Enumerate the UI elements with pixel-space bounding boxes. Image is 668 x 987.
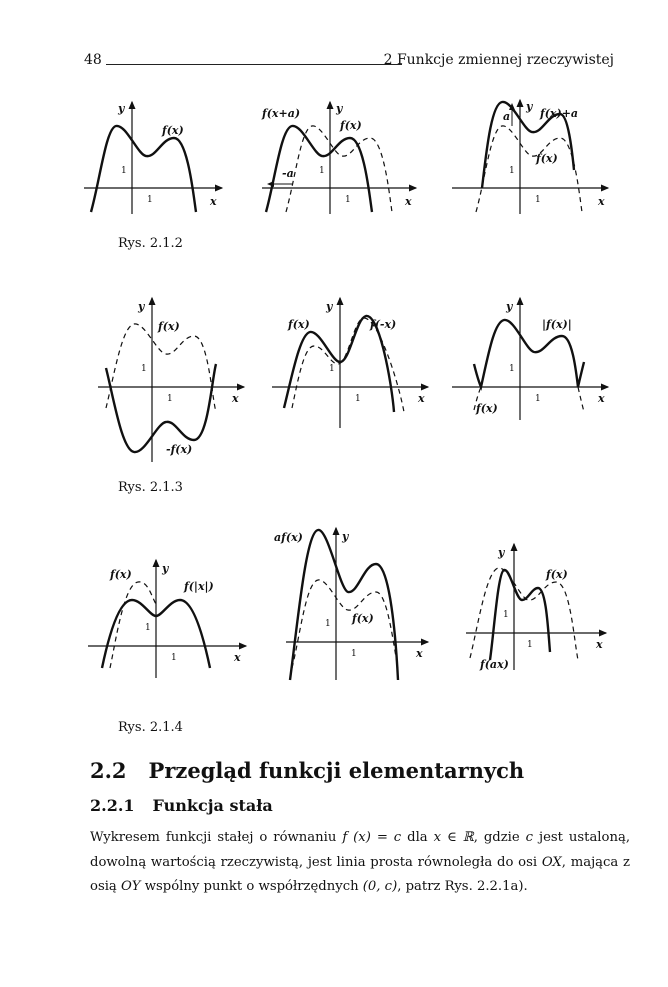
curve-label-scaled: af(x) <box>274 531 303 544</box>
figure-row-2-1-4 <box>0 520 668 700</box>
y-axis-label: y <box>336 102 343 115</box>
math-expression: c <box>525 830 534 845</box>
raise-label: a <box>503 110 511 123</box>
plot-horizontal-scale <box>466 544 606 671</box>
paragraph-text: wspólny punkt o współrzędnych <box>140 879 363 894</box>
x-tick-1: 1 <box>167 394 173 404</box>
y-tick-1: 1 <box>141 364 147 374</box>
x-axis-label: x <box>598 195 605 208</box>
curve-label-original: f(x) <box>546 568 568 581</box>
x-tick-1: 1 <box>351 649 357 659</box>
curve-label-original: f(x) <box>340 119 362 132</box>
paragraph-text: dla <box>401 830 434 845</box>
x-axis-label: x <box>418 392 425 405</box>
plot-f-of-x <box>84 102 222 214</box>
curve-f-original <box>292 580 398 668</box>
page-number: 48 <box>84 52 102 68</box>
curve-f-negative-part <box>578 387 584 412</box>
subsection-title-text: Funkcja stała <box>152 796 273 815</box>
x-axis-label: x <box>596 638 603 651</box>
y-tick-1: 1 <box>509 166 515 176</box>
y-axis-label: y <box>342 530 349 543</box>
subsection-number: 2.2.1 <box>90 796 135 815</box>
y-axis-label: y <box>326 300 333 313</box>
math-expression: f (x) = c <box>342 830 402 845</box>
y-axis-label: y <box>506 300 513 313</box>
y-tick-1: 1 <box>325 619 331 629</box>
curve-label-original: f(x) <box>476 402 498 415</box>
y-axis-label: y <box>498 546 505 559</box>
x-tick-1: 1 <box>355 394 361 404</box>
curve-label-original: f(x) <box>158 320 180 333</box>
y-tick-1: 1 <box>509 364 515 374</box>
plot-negation <box>98 298 244 462</box>
page-header <box>84 52 614 72</box>
y-axis-label: y <box>526 100 533 113</box>
x-axis-label: x <box>210 195 217 208</box>
curve-label-scaled: f(ax) <box>480 658 509 671</box>
curve-label-original: f(x) <box>352 612 374 625</box>
curve-f-original <box>106 324 216 412</box>
plot-mirror <box>272 298 428 428</box>
curve-f-original <box>470 568 578 660</box>
running-title: 2 Funkcje zmiennej rzeczywistej <box>383 52 614 68</box>
x-axis-label: x <box>416 647 423 660</box>
curve-f <box>91 126 196 212</box>
paragraph-text: jest ustaloną, dowolną wartością rzeczywistą, jest linia prosta równoległa do osi <box>90 830 631 870</box>
x-tick-1: 1 <box>345 195 351 205</box>
curve-label-original: f(x) <box>536 152 558 165</box>
math-expression: (0, c) <box>362 879 398 894</box>
x-axis-label: x <box>405 195 412 208</box>
y-tick-1: 1 <box>329 364 335 374</box>
curve-f-original <box>286 126 392 212</box>
caption-2-1-3: Rys. 2.1.3 <box>118 480 183 495</box>
x-tick-1: 1 <box>147 195 153 205</box>
plot-vertical-scale <box>274 528 428 680</box>
x-axis-label: x <box>232 392 239 405</box>
paragraph-text: , gdzie <box>473 830 526 845</box>
caption-2-1-2: Rys. 2.1.2 <box>118 236 183 251</box>
curve-label-raised: f(x)+a <box>540 107 579 120</box>
y-axis-label: y <box>138 300 145 313</box>
plot-f-of-x-plus-const <box>452 100 608 214</box>
y-tick-1: 1 <box>319 166 325 176</box>
curve-f-ax <box>490 570 550 660</box>
section-number: 2.2 <box>90 758 127 783</box>
paragraph-text: , patrz Rys. 2.2.1a). <box>397 879 528 894</box>
header-rule <box>106 64 402 65</box>
x-axis-label: x <box>598 392 605 405</box>
plot-f-of-x-plus-a <box>261 102 416 214</box>
curve-label-original: f(x) <box>110 568 132 581</box>
y-tick-1: 1 <box>503 610 509 620</box>
section-title-text: Przegląd funkcji elementarnych <box>148 758 525 783</box>
y-axis-label: y <box>162 562 169 575</box>
curve-af <box>290 530 398 680</box>
curve-label-mirror: f(-x) <box>370 318 397 331</box>
curve-label-abs: |f(x)| <box>542 318 572 331</box>
x-tick-1: 1 <box>527 640 533 650</box>
y-tick-1: 1 <box>145 623 151 633</box>
math-expression: x ∈ ℝ <box>433 830 474 845</box>
curve-label-shifted: f(x+a) <box>262 107 301 120</box>
shift-label: -a <box>282 167 294 180</box>
curve-f-original <box>476 126 582 212</box>
paragraph-text: , mająca z osią <box>90 854 630 894</box>
caption-2-1-4: Rys. 2.1.4 <box>118 720 183 735</box>
plot-f-of-abs-x <box>88 560 246 678</box>
curve-f-negated <box>106 364 216 452</box>
x-tick-1: 1 <box>535 195 541 205</box>
y-axis-label: y <box>118 102 125 115</box>
paragraph-text: Wykresem funkcji stałej o równaniu <box>90 830 343 845</box>
curve-label-f: f(x) <box>162 124 184 137</box>
section-title <box>90 758 524 783</box>
figure-row-2-1-3 <box>0 290 668 470</box>
figure-row-2-1-2 <box>0 90 668 230</box>
math-expression: OX <box>541 854 562 870</box>
curve-label-negated: -f(x) <box>166 443 193 456</box>
y-tick-1: 1 <box>121 166 127 176</box>
x-tick-1: 1 <box>535 394 541 404</box>
curve-label-abs: f(|x|) <box>184 580 214 593</box>
x-axis-label: x <box>234 651 241 664</box>
body-paragraph <box>90 826 630 900</box>
curve-label-original: f(x) <box>288 318 310 331</box>
math-expression: OY <box>120 879 141 894</box>
subsection-title <box>90 796 273 815</box>
x-tick-1: 1 <box>171 653 177 663</box>
plot-absolute-value <box>452 298 608 420</box>
